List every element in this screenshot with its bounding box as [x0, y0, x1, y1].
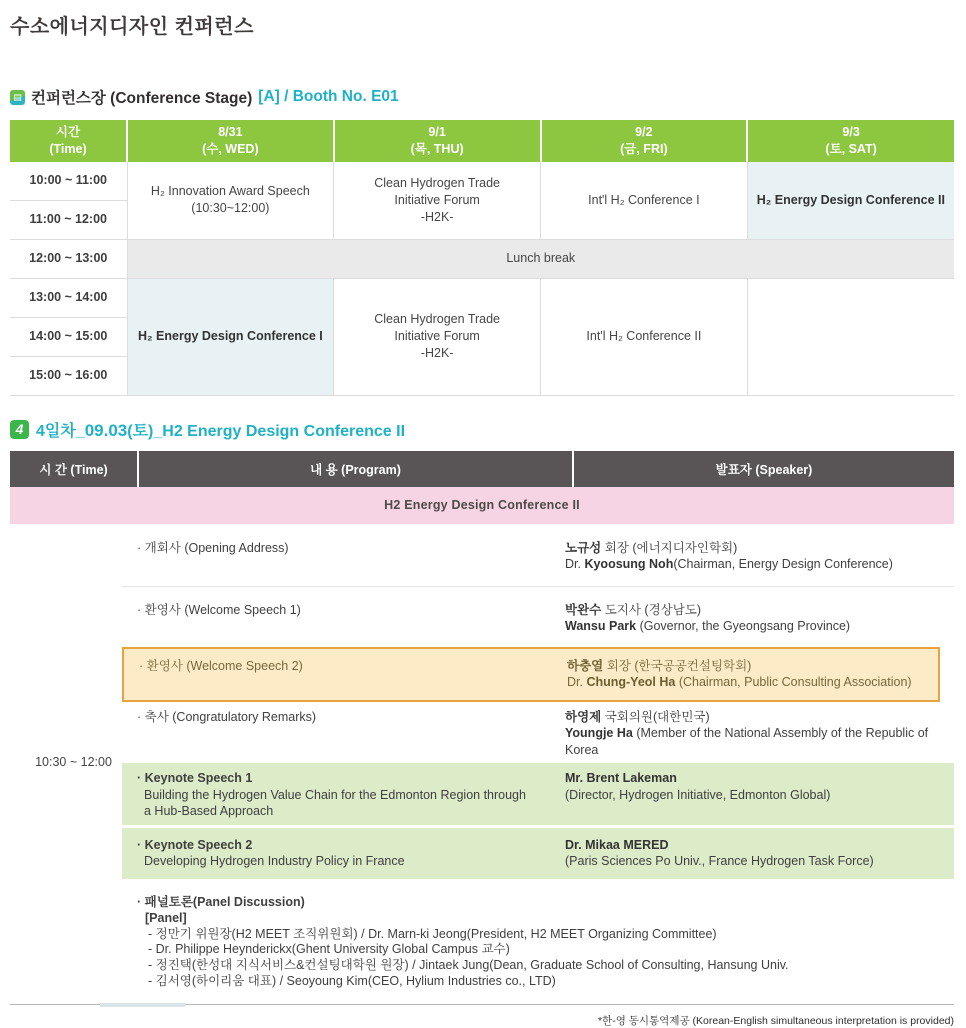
- panel-member: - 정진택(한성대 지식서비스&컨설팅대학원 원장) / Jintaek Jung(Dean, Graduate School of Consulting, Hansung Univ.: [148, 958, 789, 973]
- page-title: 수소에너지디자인 컨퍼런스: [10, 16, 254, 38]
- program-row-welcome-speech-2-highlighted: · 환영사 (Welcome Speech 2) 하충열 회장 (한국공공컨설팅학회) Dr. Chung-Yeol Ha (Chairman, Public Consulting Association): [122, 647, 940, 702]
- time-slot: 15:00 ~ 16:00: [10, 356, 127, 395]
- panel-member: - 김서영(하이리움 대표) / Seoyoung Kim(CEO, Hylium Industries co., LTD): [148, 974, 556, 989]
- time-slot: 12:00 ~ 13:00: [10, 239, 127, 278]
- program-row-congratulatory-remarks: · 축사 (Congratulatory Remarks) 하영제 국회의원(대한민국) Youngje Ha (Member of the National Assembly of the Republic of Korea: [137, 709, 929, 757]
- time-slot: 14:00 ~ 15:00: [10, 317, 127, 356]
- program-row-keynote-2: · Keynote Speech 2 Developing Hydrogen Industry Policy in France Dr. Mikaa MERED (Paris Sciences Po Univ., France Hydrogen Task Force): [122, 828, 954, 879]
- section2-title: 4일차_09.03(토)_H2 Energy Design Conference II: [36, 420, 406, 440]
- panel-member: - 정만기 위원장(H2 MEET 조직위원회) / Dr. Marn-ki Jeong(President, H2 MEET Organizing Committee): [148, 926, 717, 941]
- schedule-header-wed: 8/31 (수, WED): [127, 120, 334, 162]
- program-banner: H2 Energy Design Conference II: [10, 487, 954, 524]
- section2-header: [10, 418, 956, 441]
- time-slot: 10:00 ~ 11:00: [10, 162, 127, 201]
- event-intl-h2-conference-2: Int'l H₂ Conference II: [541, 278, 748, 395]
- program-header-time: 시 간 (Time): [10, 451, 137, 487]
- conference-stage-schedule-table: [10, 120, 954, 396]
- program-header-speaker: 발표자 (Speaker): [574, 451, 954, 487]
- panel-member: - Dr. Philippe Heynderickx(Ghent University Global Campus 교수): [148, 942, 510, 957]
- interpretation-footnote: *한-영 동시통역제공 (Korean-English simultaneous interpretation is provided): [597, 1015, 954, 1028]
- program-table: [10, 451, 954, 1000]
- schedule-row-1300: [10, 278, 954, 317]
- section1-booth-label: [A] / Booth No. E01: [258, 88, 399, 105]
- time-slot: 13:00 ~ 14:00: [10, 278, 127, 317]
- program-body: [10, 524, 954, 1000]
- panel-label: [Panel]: [145, 910, 187, 925]
- program-row-opening-address: · 개회사 (Opening Address) 노규성 회장 (에너지디자인학회) Dr. Kyoosung Noh(Chairman, Energy Design Conference): [122, 524, 954, 587]
- time-slot: 11:00 ~ 12:00: [10, 200, 127, 239]
- program-header-program: 내 용 (Program): [139, 451, 572, 487]
- schedule-header-sat: 9/3 (토, SAT): [747, 120, 954, 162]
- program-header-row: [10, 451, 954, 487]
- schedule-row-1000: [10, 162, 954, 201]
- schedule-header-time: 시간 (Time): [10, 120, 127, 162]
- program-time-slot: 10:30 ~ 12:00: [35, 754, 112, 769]
- event-h2k-forum-pm: Clean Hydrogen Trade Initiative Forum -H2K-: [334, 278, 541, 395]
- event-h2k-forum-am: Clean Hydrogen Trade Initiative Forum -H2K-: [334, 162, 541, 240]
- accent-strip: [100, 1003, 185, 1007]
- event-h2-energy-design-conference-2: H₂ Energy Design Conference II: [747, 162, 954, 240]
- event-h2-energy-design-conference-1: H₂ Energy Design Conference I: [127, 278, 334, 395]
- section1-header: [10, 86, 956, 108]
- schedule-header-fri: 9/2 (금, FRI): [541, 120, 748, 162]
- section1-title: 컨퍼런스장 (Conference Stage): [31, 90, 253, 107]
- program-row-welcome-speech-1: · 환영사 (Welcome Speech 1) 박완수 도지사 (경상남도) Wansu Park (Governor, the Gyeongsang Province): [137, 602, 851, 634]
- program-row-panel-discussion: [122, 879, 954, 1000]
- event-intl-h2-conference-1: Int'l H₂ Conference I: [541, 162, 748, 240]
- panel-title: · 패널토론(Panel Discussion): [137, 894, 305, 909]
- conference-stage-icon: ▤: [10, 90, 25, 105]
- schedule-row-lunch: [10, 239, 954, 278]
- footer-divider: [10, 1004, 954, 1005]
- event-empty-sat-pm: [747, 278, 954, 395]
- program-row-keynote-1: · Keynote Speech 1 Building the Hydrogen Value Chain for the Edmonton Region through a Hub-Based Approach Mr. Brent Lakeman (Director, Hydrogen Initiative, Edmonton Global): [122, 763, 954, 825]
- day4-badge-icon: 4: [10, 420, 29, 439]
- event-award-speech: H₂ Innovation Award Speech (10:30~12:00): [127, 162, 334, 240]
- lunch-break-cell: Lunch break: [127, 239, 954, 278]
- schedule-header-row: [10, 120, 954, 162]
- schedule-header-thu: 9/1 (목, THU): [334, 120, 541, 162]
